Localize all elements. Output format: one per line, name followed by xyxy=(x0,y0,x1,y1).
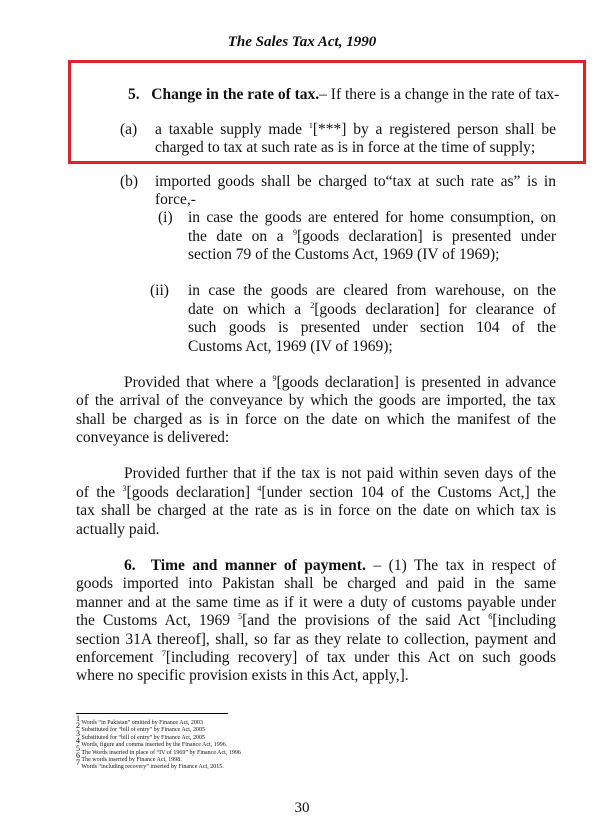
clause-a-line-2: charged to tax at such rate as is in force at the time of supply; xyxy=(155,139,536,156)
subclause-text: date on which a xyxy=(188,301,311,318)
section-6-text: enforcement xyxy=(76,649,162,666)
section-6-line-2: goods imported into Pakistan shall be charged and paid in the same xyxy=(76,575,556,592)
proviso-text: of the xyxy=(76,484,123,501)
subclause-text: [goods declaration] is presented under xyxy=(296,228,556,245)
subclause-ii-label: (ii) xyxy=(150,282,169,299)
section-6-heading: Time and manner of payment. xyxy=(150,557,366,574)
section-5-heading: Change in the rate of tax. xyxy=(151,86,320,103)
clause-a-label: (a) xyxy=(120,121,138,138)
clause-a-line-1 xyxy=(155,120,556,139)
section-6-text: the Customs Act, 1969 xyxy=(76,612,239,629)
section-5-number: 5. xyxy=(128,86,140,103)
proviso-text: Provided that where a xyxy=(124,374,273,391)
section-6-number: 6. xyxy=(124,557,136,574)
subclause-i-line-2 xyxy=(188,227,556,246)
footnote-text: Words “in Pakistan” omitted by Finance Act, 2003 xyxy=(81,720,203,726)
page-number: 30 xyxy=(294,800,310,816)
section-6-text: [including xyxy=(492,612,556,629)
subclause-ii-line-4: Customs Act, 1969 (IV of 1969); xyxy=(188,338,393,355)
section-5-heading-line xyxy=(128,85,559,104)
subclause-i-line-3: section 79 of the Customs Act, 1969 (IV of 1969); xyxy=(188,246,500,263)
proviso-2-line-4: actually paid. xyxy=(76,521,160,538)
proviso-1-line-2: of the arrival of the conveyance by which the goods are imported, the tax xyxy=(76,392,556,409)
section-6-line-7: where no specific provision exists in this Act, apply,]. xyxy=(76,667,409,684)
section-6-line-1 xyxy=(124,556,556,575)
footnote-number: 1 xyxy=(76,714,80,723)
proviso-1-line-1 xyxy=(124,373,556,392)
subclause-i-line-1: in case the goods are entered for home consumption, on xyxy=(188,209,556,226)
footnote-ref: 1 xyxy=(308,120,313,130)
clause-b-label: (b) xyxy=(120,173,139,190)
footnote-ref: 3 xyxy=(122,483,127,493)
footnote-number: 4 xyxy=(76,736,80,746)
clause-b-line-1: imported goods shall be charged to“tax at such rate as” is in xyxy=(155,173,556,190)
proviso-1-line-4: conveyance is delivered: xyxy=(76,429,230,446)
footnote-ref: 9 xyxy=(292,227,297,237)
subclause-ii-line-3: such goods is presented under section 104 of the xyxy=(188,319,556,336)
proviso-text: [goods declaration] is presented in advance xyxy=(276,374,556,391)
section-6-line-4 xyxy=(76,611,556,630)
subclause-text: [goods declaration] for clearance of xyxy=(314,301,557,318)
subclause-ii-line-1: in case the goods are cleared from warehouse, on the xyxy=(188,282,556,299)
proviso-text: [under section 104 of the Customs Act,] the xyxy=(261,484,556,501)
footnote-text: Words “including recovery” inserted by Finance Act, 2015. xyxy=(81,764,224,771)
proviso-2-line-2 xyxy=(76,483,556,502)
footnote-ref: 9 xyxy=(272,373,277,383)
page-title: The Sales Tax Act, 1990 xyxy=(227,34,377,50)
proviso-2-line-3: tax shall be charged at the rate as is in force on the date on which tax is xyxy=(76,502,556,519)
section-5-intro: – If there is a change in the rate of tax- xyxy=(319,86,560,103)
proviso-2-line-1: Provided further that if the tax is not paid within seven days of the xyxy=(124,465,556,482)
section-6-text: [and the provisions of the said Act xyxy=(242,612,489,629)
footnote-number: 7 xyxy=(76,758,80,768)
footnote-ref: 5 xyxy=(238,611,243,621)
footnote-number: 2 xyxy=(76,721,80,731)
footnote-divider xyxy=(76,713,228,714)
subclause-text: the date on a xyxy=(188,228,293,245)
section-6-text: [including recovery] of tax under this Act on such goods xyxy=(165,649,556,666)
clause-a-text: [***] by a registered person shall be xyxy=(312,121,556,138)
subclause-i-label: (i) xyxy=(158,209,173,226)
footnote-ref: 7 xyxy=(161,648,166,658)
footnote-number: 3 xyxy=(76,728,80,738)
footnote-text: Words, figure and comma inserted by the Finance Act, 1996. xyxy=(81,742,228,749)
clause-a-text: a taxable supply made xyxy=(155,121,309,138)
section-6-text: – (1) The tax in respect of xyxy=(365,557,557,574)
footnote-text: The words inserted by Finance Act, 1998. xyxy=(81,757,182,763)
footnote-ref: 2 xyxy=(310,300,315,310)
subclause-ii-line-2 xyxy=(188,300,556,319)
proviso-1-line-3: shall be charged as is in force on the date on which the manifest of the xyxy=(76,411,556,428)
section-6-line-5: section 31A thereof], shall, so far as they relate to collection, payment and xyxy=(76,631,556,648)
footnote-number: 6 xyxy=(76,751,80,760)
section-6-line-6 xyxy=(76,648,556,667)
footnote-number: 5 xyxy=(76,743,80,753)
footnote-ref: 6 xyxy=(488,611,493,621)
proviso-text: [goods declaration] xyxy=(126,484,258,501)
footnote-ref: 4 xyxy=(257,483,262,493)
footnote-text: Substituted for “bill of entry” by Finance Act, 2005 xyxy=(81,727,205,734)
section-6-line-3: manner and at the same time as if it were a duty of customs payable under xyxy=(76,594,556,611)
footnote-text: The Words inserted in place of “IV of 1969” by Finance Act, 1996 xyxy=(81,749,241,756)
clause-b-line-2: force,- xyxy=(155,191,196,208)
footnote-text: Substituted for “bill of entry” by Finance Act, 2005 xyxy=(81,734,205,741)
